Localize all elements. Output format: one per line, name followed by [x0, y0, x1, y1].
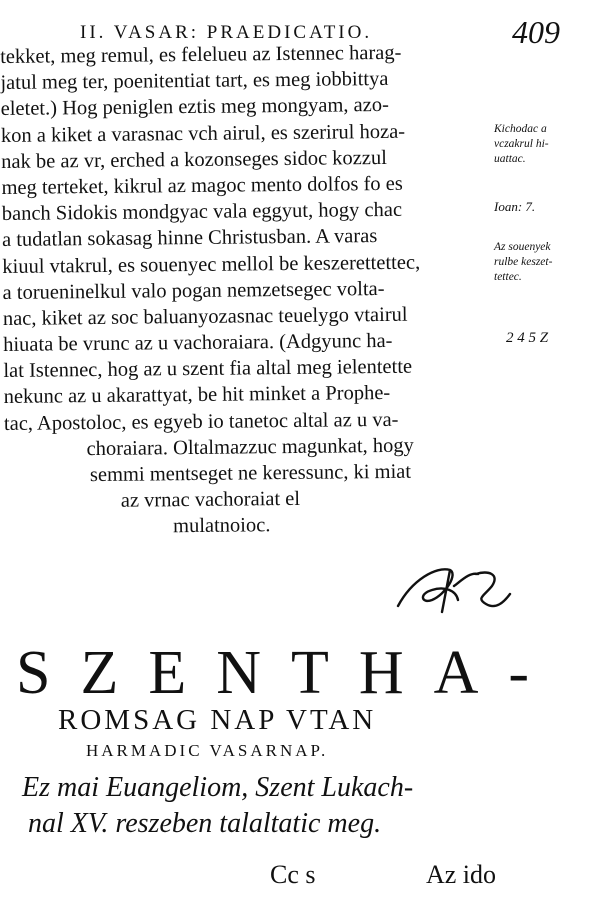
- text-line: banch Sidokis mondgyac vala eggyut, hogy chac: [1, 198, 403, 226]
- margin-note-line: rulbe keszet-: [494, 256, 553, 268]
- text-line: tekket, meg remul, es felelueu az Istennec harag-: [0, 41, 402, 68]
- margin-note-line: uattac.: [494, 153, 526, 165]
- margin-note-line: Ioan: 7.: [494, 199, 536, 214]
- margin-note-line: Az souenyek: [494, 241, 551, 253]
- margin-note: [494, 240, 604, 285]
- text-line: nak be az vr, erched a kozonseges sidoc kozzul: [1, 146, 387, 173]
- text-line: nekunc az u akarattyat, be hit minket a Prophe-: [3, 382, 391, 409]
- text-line: lat Istennec, hog az u szent fia altal meg ielentette: [3, 355, 413, 383]
- intro-line: Ez mai Euangeliom, Szent Lukach-: [22, 772, 414, 803]
- section-title: SZENTHA-: [16, 639, 560, 707]
- text-line: kon a kiket a varasnac vch airul, es szerirul hoza-: [0, 120, 406, 147]
- handwritten-signature-mark: [392, 560, 522, 622]
- catchword: Az ido: [425, 860, 496, 889]
- section-subtitle-small: HARMADIC VASARNAP.: [86, 741, 329, 760]
- margin-note-line: vczakrul hi-: [494, 138, 549, 150]
- gospel-introduction: [22, 770, 592, 842]
- margin-notes: [494, 122, 604, 317]
- handwritten-annotation: 2 4 5 Z: [506, 330, 549, 346]
- text-line: az vrnac vachoraiat el: [120, 488, 301, 512]
- text-line: a torueninelkul valo pogan nemzetsegec volta-: [2, 277, 385, 304]
- text-line: meg terteket, kikrul az magoc mento dolfos fo es: [1, 172, 403, 199]
- text-line: eletet.) Hog peniglen eztis meg mongyam, azo-: [0, 94, 390, 121]
- running-head: II. VASAR: PRAEDICATIO.: [80, 22, 373, 43]
- text-line: tac, Apostoloc, es egyeb io tanetoc altal az u va-: [3, 408, 399, 435]
- margin-note-reference: [494, 199, 604, 214]
- text-line: choraiara. Oltalmazzuc magunkat, hogy: [86, 434, 414, 460]
- text-line: a tudatlan sokasag hinne Christusban. A varas: [1, 225, 378, 252]
- text-line: mulatnoioc.: [172, 514, 271, 538]
- page-number: 409: [512, 14, 560, 50]
- section-subtitle: ROMSAG NAP VTAN: [58, 704, 377, 736]
- text-line: semmi mentseget ne keressunc, ki miat: [89, 460, 412, 487]
- text-line: kiuul vtakrul, es souenyec mellol be keszerettettec,: [2, 251, 421, 278]
- printer-signature-mark: Cc s: [270, 860, 316, 889]
- text-line: nac, kiket az soc baluanyozasnac teuelygo vtairul: [2, 303, 408, 330]
- margin-note-line: Kichodac a: [494, 123, 547, 135]
- text-line: jatul meg ter, poenitentiat tart, es meg iobbittya: [0, 68, 389, 95]
- sermon-body-text: [0, 39, 497, 542]
- margin-note: [494, 122, 604, 167]
- page-footer: [0, 856, 608, 896]
- intro-line: nal XV. reszeben talaltatic meg.: [28, 808, 382, 839]
- text-line: hiuata be vrunc az u vachoraiara. (Adgyunc ha-: [3, 329, 393, 357]
- margin-note-line: tettec.: [494, 271, 522, 283]
